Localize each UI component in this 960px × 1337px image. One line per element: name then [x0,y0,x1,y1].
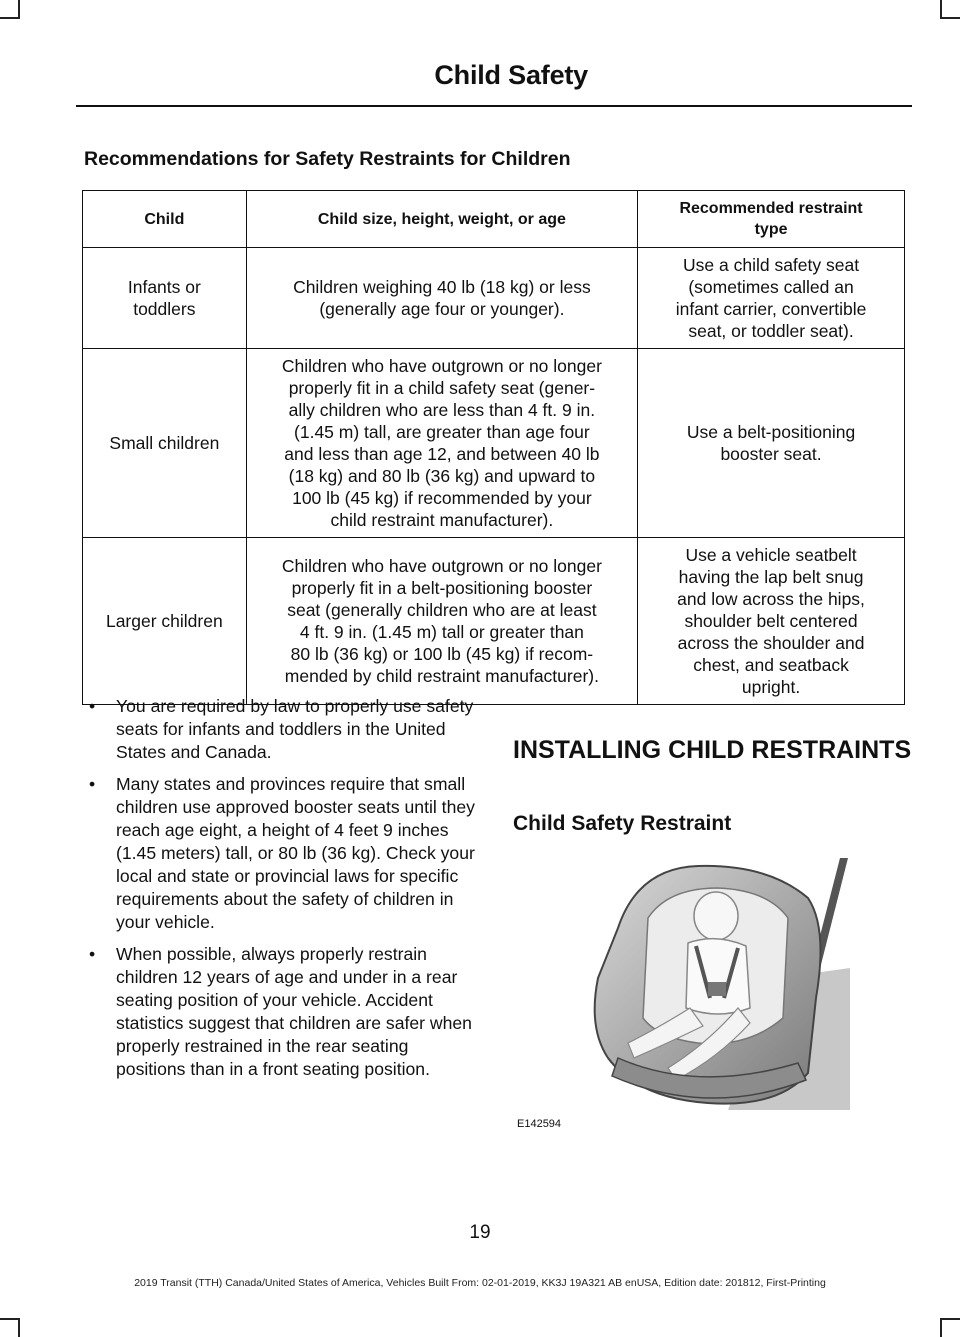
bullet-icon: • [89,944,96,964]
cell-size: Children who have outgrown or no longer properly fit in a child safety seat (gener- ally children who are less than 4 ft. 9 in. (1.45 m) tall, are greater than age four and less than age 12, and between 40 lb (18 kg) and 80 lb (36 kg) and upward to 100 lb (45 kg) if recommended by your child restraint manufacturer). [246,349,637,538]
restraints-table [82,190,905,705]
cell-child: Small children [83,349,247,538]
list-item [84,943,479,1081]
cell-child: Infants or toddlers [83,248,247,349]
column-header-child: Child [83,191,247,248]
bullet-text: Many states and provinces require that small children use approved booster seats until they reach age eight, a height of 4 feet 9 inches (1.45 meters) tall, or 80 lb (36 kg). Check your local and state or provincial laws for specific requirements about the safety of children in your vehicle. [116,774,475,932]
cell-child: Larger children [83,538,247,705]
page-heading: Recommendations for Safety Restraints for Children [84,148,571,170]
crop-mark [18,1318,20,1337]
crop-mark [940,1318,942,1337]
header-section-title: Child Safety [434,60,588,90]
page-number: 19 [469,1222,491,1243]
child-safety-seat-illustration [578,858,850,1110]
bullet-list [84,695,479,1090]
table-header-row [83,191,905,248]
cell-size: Children weighing 40 lb (18 kg) or less (generally age four or younger). [246,248,637,349]
installing-subheading: Child Safety Restraint [513,812,732,835]
list-item [84,773,479,934]
crop-mark [940,0,942,19]
crop-mark [0,1318,20,1320]
crop-mark [0,17,20,19]
crop-mark [940,1318,960,1320]
cell-size: Children who have outgrown or no longer properly fit in a belt-positioning booster seat (generally children who are at least 4 ft. 9 in. (1.45 m) tall or greater than 80 lb (36 kg) or 100 lb (45 kg) if recom- mended by child restraint manufacturer). [246,538,637,705]
crop-mark [18,0,20,19]
cell-restraint: Use a child safety seat (sometimes called an infant carrier, convertible seat, or toddler seat). [638,248,905,349]
crop-mark [940,17,960,19]
table-row [83,538,905,705]
header-rule [76,105,912,107]
bullet-icon: • [89,696,96,716]
bullet-text: When possible, always properly restrain children 12 years of age and under in a rear seating position of your vehicle. Accident statistics suggest that children are safer when properly restrained in the rear seating positions than in a front seating position. [116,944,472,1079]
table-row [83,349,905,538]
cell-restraint: Use a vehicle seatbelt having the lap belt snug and low across the hips, shoulder belt centered across the shoulder and chest, and seatback upright. [638,538,905,705]
table-row [83,248,905,349]
bullet-icon: • [89,774,96,794]
cell-restraint: Use a belt-positioning booster seat. [638,349,905,538]
column-header-restraint-type: Recommended restraint type [638,191,905,248]
list-item [84,695,479,764]
installing-heading: INSTALLING CHILD RESTRAINTS [513,736,912,764]
bullet-text: You are required by law to properly use safety seats for infants and toddlers in the United States and Canada. [116,696,474,762]
column-header-size: Child size, height, weight, or age [246,191,637,248]
footer-edition-text: 2019 Transit (TTH) Canada/United States of America, Vehicles Built From: 02-01-2019, KK3J 19A321 AB enUSA, Edition date: 201812, First-Printing [134,1277,826,1289]
figure-code: E142594 [517,1118,562,1130]
